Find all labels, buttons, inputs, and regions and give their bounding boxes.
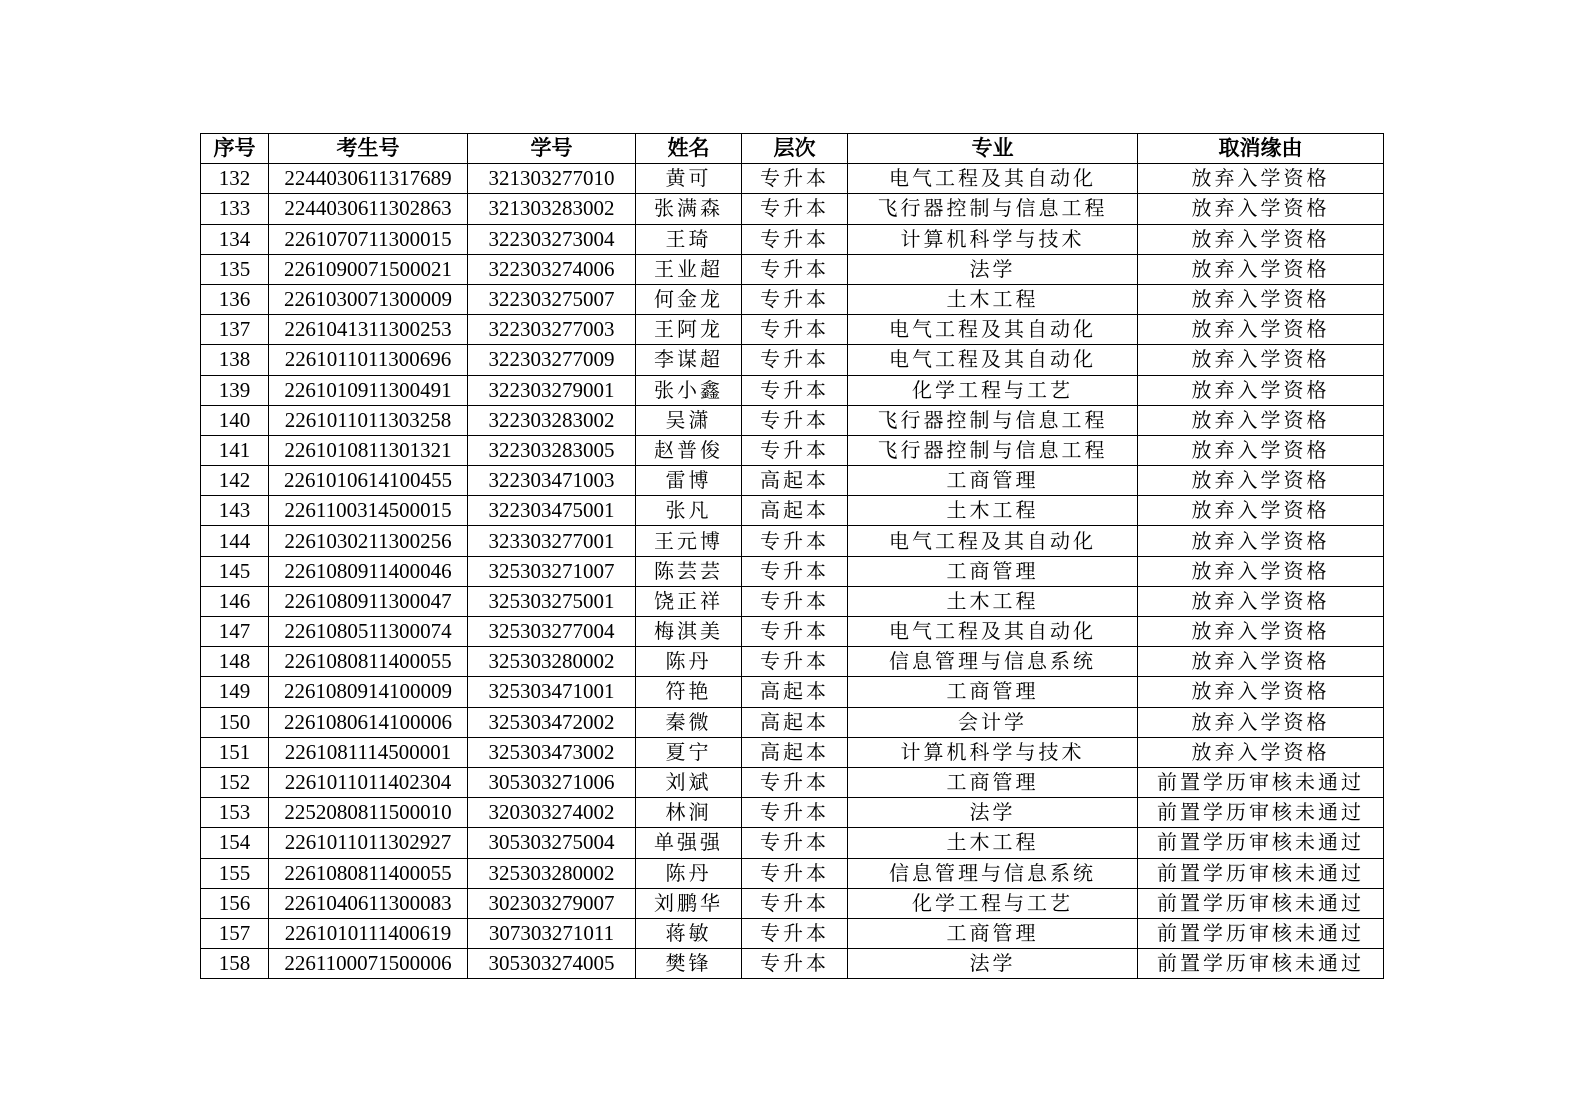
cell-student-id: 305303271006 (468, 767, 636, 797)
cell-name: 王琦 (636, 224, 742, 254)
cell-exam-number: 2261080911400046 (269, 556, 468, 586)
table-row (201, 405, 1384, 435)
cell-level: 专升本 (742, 647, 848, 677)
cell-student-id: 322303277009 (468, 345, 636, 375)
cell-major: 信息管理与信息系统 (848, 647, 1138, 677)
cell-level: 专升本 (742, 767, 848, 797)
cell-exam-number: 2261080911300047 (269, 586, 468, 616)
cell-index: 153 (201, 798, 269, 828)
cell-level: 专升本 (742, 949, 848, 979)
cell-level: 专升本 (742, 194, 848, 224)
cell-index: 135 (201, 254, 269, 284)
cell-major: 计算机科学与技术 (848, 737, 1138, 767)
cell-major: 电气工程及其自动化 (848, 164, 1138, 194)
cell-index: 156 (201, 888, 269, 918)
cell-exam-number: 2261040611300083 (269, 888, 468, 918)
cell-exam-number: 2261080811400055 (269, 858, 468, 888)
cell-reason: 放弃入学资格 (1138, 375, 1384, 405)
cell-reason: 放弃入学资格 (1138, 647, 1384, 677)
cell-index: 158 (201, 949, 269, 979)
cell-exam-number: 2261080511300074 (269, 617, 468, 647)
cell-major: 土木工程 (848, 828, 1138, 858)
cell-level: 专升本 (742, 435, 848, 465)
cell-major: 飞行器控制与信息工程 (848, 194, 1138, 224)
cell-level: 专升本 (742, 405, 848, 435)
cell-name: 雷博 (636, 466, 742, 496)
table-row (201, 737, 1384, 767)
header-student-id: 学号 (468, 134, 636, 164)
cell-index: 147 (201, 617, 269, 647)
cell-reason: 前置学历审核未通过 (1138, 798, 1384, 828)
cell-exam-number: 2244030611317689 (269, 164, 468, 194)
cell-reason: 放弃入学资格 (1138, 466, 1384, 496)
cell-major: 工商管理 (848, 466, 1138, 496)
cell-reason: 前置学历审核未通过 (1138, 918, 1384, 948)
cell-level: 专升本 (742, 556, 848, 586)
table-header-row (201, 134, 1384, 164)
cell-student-id: 321303277010 (468, 164, 636, 194)
cell-exam-number: 2244030611302863 (269, 194, 468, 224)
cell-name: 林涧 (636, 798, 742, 828)
table-row (201, 556, 1384, 586)
cell-exam-number: 2261090071500021 (269, 254, 468, 284)
cell-name: 夏宁 (636, 737, 742, 767)
cell-major: 法学 (848, 949, 1138, 979)
cell-student-id: 322303273004 (468, 224, 636, 254)
cell-level: 专升本 (742, 224, 848, 254)
cell-student-id: 322303279001 (468, 375, 636, 405)
cell-name: 王元博 (636, 526, 742, 556)
cell-exam-number: 2261011011302927 (269, 828, 468, 858)
cell-name: 王阿龙 (636, 315, 742, 345)
cell-student-id: 323303277001 (468, 526, 636, 556)
header-index: 序号 (201, 134, 269, 164)
cell-index: 157 (201, 918, 269, 948)
cell-student-id: 320303274002 (468, 798, 636, 828)
cell-name: 秦微 (636, 707, 742, 737)
cell-level: 专升本 (742, 375, 848, 405)
cell-exam-number: 2261010811301321 (269, 435, 468, 465)
cell-reason: 前置学历审核未通过 (1138, 858, 1384, 888)
cell-name: 樊锋 (636, 949, 742, 979)
cell-level: 专升本 (742, 798, 848, 828)
cell-reason: 放弃入学资格 (1138, 617, 1384, 647)
table-row (201, 617, 1384, 647)
header-name: 姓名 (636, 134, 742, 164)
cell-student-id: 325303280002 (468, 858, 636, 888)
cell-level: 专升本 (742, 284, 848, 314)
table-row (201, 647, 1384, 677)
cell-level: 专升本 (742, 254, 848, 284)
cell-name: 陈丹 (636, 858, 742, 888)
cell-student-id: 325303473002 (468, 737, 636, 767)
header-reason: 取消缘由 (1138, 134, 1384, 164)
cell-reason: 放弃入学资格 (1138, 194, 1384, 224)
table-row (201, 435, 1384, 465)
cell-name: 刘鹏华 (636, 888, 742, 918)
table-row (201, 466, 1384, 496)
cell-name: 陈丹 (636, 647, 742, 677)
cell-index: 134 (201, 224, 269, 254)
cell-student-id: 322303283002 (468, 405, 636, 435)
cell-reason: 放弃入学资格 (1138, 556, 1384, 586)
cell-reason: 放弃入学资格 (1138, 345, 1384, 375)
cell-index: 149 (201, 677, 269, 707)
cell-student-id: 322303475001 (468, 496, 636, 526)
cell-reason: 放弃入学资格 (1138, 707, 1384, 737)
cell-level: 高起本 (742, 466, 848, 496)
cell-reason: 放弃入学资格 (1138, 164, 1384, 194)
cell-exam-number: 2261080614100006 (269, 707, 468, 737)
cell-student-id: 325303275001 (468, 586, 636, 616)
cell-student-id: 322303283005 (468, 435, 636, 465)
cell-major: 法学 (848, 254, 1138, 284)
cell-index: 142 (201, 466, 269, 496)
cell-level: 高起本 (742, 496, 848, 526)
table-row (201, 798, 1384, 828)
cell-name: 蒋敏 (636, 918, 742, 948)
cell-level: 高起本 (742, 707, 848, 737)
cell-level: 专升本 (742, 888, 848, 918)
table-row (201, 526, 1384, 556)
header-level: 层次 (742, 134, 848, 164)
cell-major: 工商管理 (848, 767, 1138, 797)
cell-index: 150 (201, 707, 269, 737)
table-row (201, 949, 1384, 979)
cell-major: 电气工程及其自动化 (848, 345, 1138, 375)
table-row (201, 194, 1384, 224)
cell-index: 141 (201, 435, 269, 465)
cell-reason: 放弃入学资格 (1138, 315, 1384, 345)
cell-name: 李谋超 (636, 345, 742, 375)
cell-index: 143 (201, 496, 269, 526)
cell-index: 137 (201, 315, 269, 345)
cell-reason: 放弃入学资格 (1138, 586, 1384, 616)
cell-reason: 放弃入学资格 (1138, 677, 1384, 707)
cell-major: 土木工程 (848, 496, 1138, 526)
cell-name: 黄可 (636, 164, 742, 194)
cell-name: 张凡 (636, 496, 742, 526)
table-row (201, 888, 1384, 918)
cell-reason: 前置学历审核未通过 (1138, 767, 1384, 797)
table-row (201, 345, 1384, 375)
cell-reason: 放弃入学资格 (1138, 405, 1384, 435)
cell-index: 138 (201, 345, 269, 375)
cell-reason: 前置学历审核未通过 (1138, 949, 1384, 979)
header-exam-number: 考生号 (269, 134, 468, 164)
cell-exam-number: 2261041311300253 (269, 315, 468, 345)
cell-name: 刘斌 (636, 767, 742, 797)
cell-index: 148 (201, 647, 269, 677)
cell-index: 146 (201, 586, 269, 616)
cell-exam-number: 2261080914100009 (269, 677, 468, 707)
cell-exam-number: 2261010614100455 (269, 466, 468, 496)
table-row (201, 677, 1384, 707)
table-row (201, 828, 1384, 858)
cell-level: 专升本 (742, 918, 848, 948)
cell-major: 工商管理 (848, 677, 1138, 707)
cell-reason: 前置学历审核未通过 (1138, 828, 1384, 858)
cell-level: 专升本 (742, 828, 848, 858)
header-major: 专业 (848, 134, 1138, 164)
cell-exam-number: 2261011011402304 (269, 767, 468, 797)
cell-major: 工商管理 (848, 918, 1138, 948)
cell-student-id: 322303275007 (468, 284, 636, 314)
table-row (201, 496, 1384, 526)
table-row (201, 767, 1384, 797)
cell-index: 145 (201, 556, 269, 586)
cell-major: 电气工程及其自动化 (848, 526, 1138, 556)
cell-level: 专升本 (742, 586, 848, 616)
cell-exam-number: 2261070711300015 (269, 224, 468, 254)
cell-name: 赵普俊 (636, 435, 742, 465)
cell-student-id: 325303277004 (468, 617, 636, 647)
cell-major: 土木工程 (848, 284, 1138, 314)
cell-name: 梅淇美 (636, 617, 742, 647)
cell-exam-number: 2261100314500015 (269, 496, 468, 526)
cell-name: 饶正祥 (636, 586, 742, 616)
table-row (201, 918, 1384, 948)
cell-major: 飞行器控制与信息工程 (848, 435, 1138, 465)
cell-level: 专升本 (742, 526, 848, 556)
cell-index: 139 (201, 375, 269, 405)
cell-index: 132 (201, 164, 269, 194)
cell-student-id: 322303471003 (468, 466, 636, 496)
cell-major: 电气工程及其自动化 (848, 617, 1138, 647)
cell-reason: 放弃入学资格 (1138, 254, 1384, 284)
cell-name: 吴潇 (636, 405, 742, 435)
cell-index: 151 (201, 737, 269, 767)
table-row (201, 858, 1384, 888)
table-row (201, 707, 1384, 737)
cell-reason: 放弃入学资格 (1138, 737, 1384, 767)
cell-reason: 放弃入学资格 (1138, 284, 1384, 314)
cell-exam-number: 2261030211300256 (269, 526, 468, 556)
cell-level: 高起本 (742, 737, 848, 767)
table-row (201, 375, 1384, 405)
cell-level: 专升本 (742, 858, 848, 888)
cell-student-id: 305303275004 (468, 828, 636, 858)
cell-major: 信息管理与信息系统 (848, 858, 1138, 888)
cell-reason: 放弃入学资格 (1138, 435, 1384, 465)
cell-name: 张小鑫 (636, 375, 742, 405)
cell-reason: 前置学历审核未通过 (1138, 888, 1384, 918)
cell-major: 飞行器控制与信息工程 (848, 405, 1138, 435)
cell-major: 土木工程 (848, 586, 1138, 616)
cell-major: 会计学 (848, 707, 1138, 737)
cell-student-id: 325303472002 (468, 707, 636, 737)
cell-exam-number: 2261011011300696 (269, 345, 468, 375)
cell-index: 152 (201, 767, 269, 797)
cell-exam-number: 2261010111400619 (269, 918, 468, 948)
cell-name: 何金龙 (636, 284, 742, 314)
table-row (201, 164, 1384, 194)
cell-student-id: 307303271011 (468, 918, 636, 948)
cell-student-id: 302303279007 (468, 888, 636, 918)
cell-student-id: 305303274005 (468, 949, 636, 979)
cell-reason: 放弃入学资格 (1138, 496, 1384, 526)
cell-index: 133 (201, 194, 269, 224)
cell-major: 计算机科学与技术 (848, 224, 1138, 254)
cancellation-table (200, 133, 1384, 979)
cell-exam-number: 2261081114500001 (269, 737, 468, 767)
table-row (201, 284, 1384, 314)
cell-name: 单强强 (636, 828, 742, 858)
cell-level: 专升本 (742, 315, 848, 345)
cell-name: 符艳 (636, 677, 742, 707)
cell-student-id: 322303274006 (468, 254, 636, 284)
cell-exam-number: 2261010911300491 (269, 375, 468, 405)
cell-name: 张满森 (636, 194, 742, 224)
cell-student-id: 322303277003 (468, 315, 636, 345)
cell-reason: 放弃入学资格 (1138, 224, 1384, 254)
cell-index: 144 (201, 526, 269, 556)
cell-index: 155 (201, 858, 269, 888)
cell-level: 高起本 (742, 677, 848, 707)
cell-exam-number: 2261011011303258 (269, 405, 468, 435)
cell-student-id: 321303283002 (468, 194, 636, 224)
cell-level: 专升本 (742, 164, 848, 194)
cell-index: 136 (201, 284, 269, 314)
cell-index: 154 (201, 828, 269, 858)
table-row (201, 224, 1384, 254)
cell-student-id: 325303280002 (468, 647, 636, 677)
table-row (201, 254, 1384, 284)
cell-major: 化学工程与工艺 (848, 888, 1138, 918)
cell-major: 法学 (848, 798, 1138, 828)
cell-student-id: 325303271007 (468, 556, 636, 586)
table-row (201, 315, 1384, 345)
cell-level: 专升本 (742, 617, 848, 647)
cell-reason: 放弃入学资格 (1138, 526, 1384, 556)
cell-name: 王业超 (636, 254, 742, 284)
cell-major: 工商管理 (848, 556, 1138, 586)
cell-level: 专升本 (742, 345, 848, 375)
cell-exam-number: 2261080811400055 (269, 647, 468, 677)
cell-student-id: 325303471001 (468, 677, 636, 707)
cell-exam-number: 2261100071500006 (269, 949, 468, 979)
cell-index: 140 (201, 405, 269, 435)
cell-exam-number: 2261030071300009 (269, 284, 468, 314)
cell-exam-number: 2252080811500010 (269, 798, 468, 828)
cell-name: 陈芸芸 (636, 556, 742, 586)
table-row (201, 586, 1384, 616)
cell-major: 电气工程及其自动化 (848, 315, 1138, 345)
cell-major: 化学工程与工艺 (848, 375, 1138, 405)
